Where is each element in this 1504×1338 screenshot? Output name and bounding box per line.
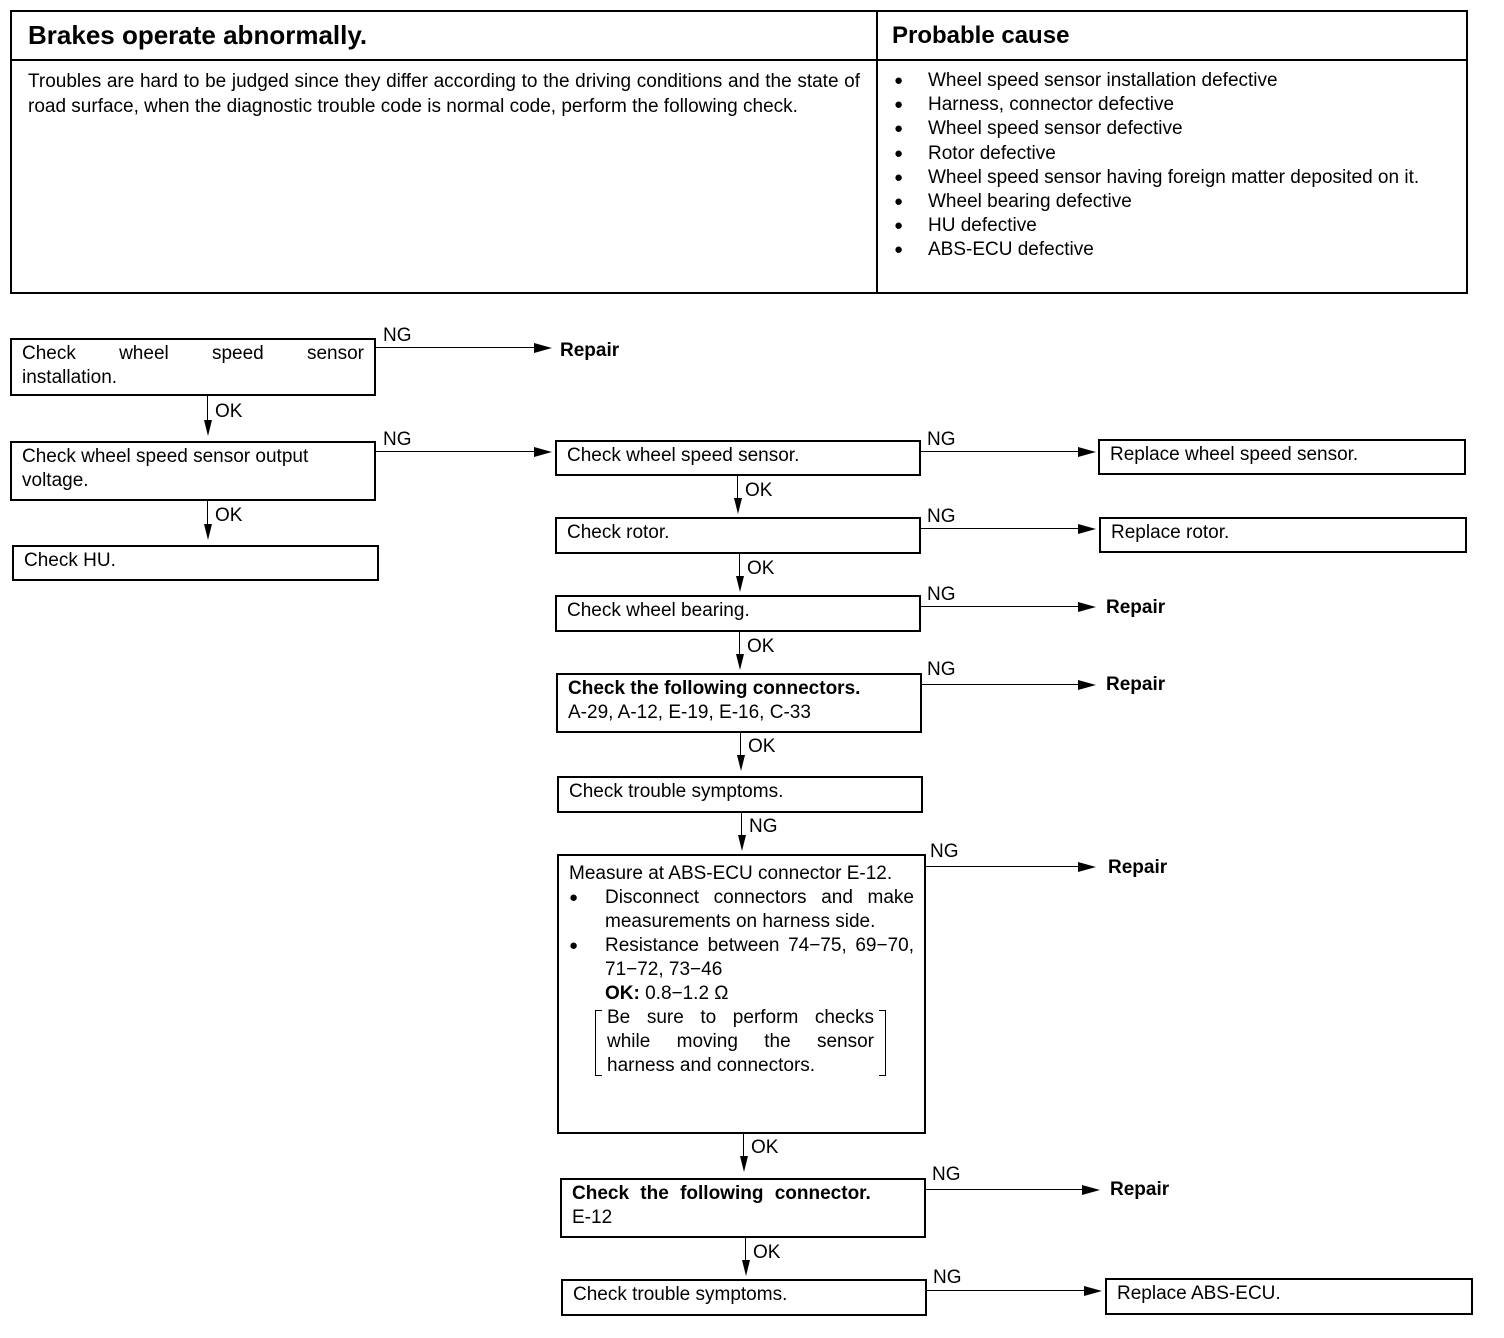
ng-connector-line (922, 684, 1082, 685)
repair-result: Repair (1110, 1179, 1170, 1200)
measure-step (569, 886, 914, 934)
ok-connector-line (739, 554, 740, 576)
measure-step-text: Resistance between 74−75, 69−70, 71−72, 73−46 (605, 935, 914, 980)
ok-connector-line (739, 632, 740, 654)
ok-label: OK (745, 480, 773, 501)
connector-list: A-29, A-12, E-19, E-16, C-33 (568, 702, 811, 723)
ng-connector-line (376, 347, 542, 348)
ok-label: OK (748, 736, 776, 757)
arrow-right-icon (1082, 1185, 1100, 1195)
ok-spec-value: 0.8−1.2 Ω (639, 983, 729, 1004)
ng-label: NG (930, 841, 959, 862)
step-output-voltage (10, 441, 376, 501)
arrow-right-icon (1078, 680, 1096, 690)
ok-label: OK (747, 558, 775, 579)
connector-list: E-12 (572, 1207, 613, 1228)
measure-note (595, 1006, 886, 1078)
cause-item: ● Wheel speed sensor installation defective (892, 69, 1452, 93)
ng-connector-line (376, 451, 536, 452)
step-check-sensor (555, 440, 921, 476)
arrow-down-icon (736, 654, 744, 670)
table-divider (876, 12, 878, 292)
symptom-title: Brakes operate abnormally. (28, 20, 368, 50)
cause-item: ● HU defective (892, 214, 1452, 238)
result-text: Replace wheel speed sensor. (1110, 444, 1359, 465)
result-replace-sensor (1098, 439, 1466, 475)
step-check-hu (12, 545, 379, 581)
ng-connector-line (921, 606, 1081, 607)
step-check-rotor (555, 517, 921, 554)
measure-step-text: Disconnect connectors and make measurements on harness side. (605, 887, 914, 932)
ng-label: NG (749, 816, 778, 837)
ok-label: OK (215, 401, 243, 422)
cause-item: ● Wheel speed sensor defective (892, 117, 1452, 141)
ng-label: NG (932, 1164, 961, 1185)
ng-label: NG (933, 1267, 962, 1288)
step-check-bearing (555, 595, 921, 632)
step-title: Check the following connectors. (568, 678, 861, 699)
symptom-description: Troubles are hard to be judged since they differ according to the driving conditions and the state of road surface, when the diagnostic trouble code is normal code, perform the following check. (28, 71, 860, 117)
probable-cause-title: Probable cause (892, 22, 1070, 49)
arrow-right-icon (1078, 447, 1096, 457)
note-text: Be sure to perform checks while moving the sensor harness and connectors. (607, 1007, 874, 1076)
ng-label: NG (927, 659, 956, 680)
result-replace-rotor (1099, 517, 1467, 553)
arrow-down-icon (738, 835, 746, 851)
step-trouble-symptoms (557, 776, 923, 813)
arrow-right-icon (534, 447, 552, 457)
arrow-down-icon (204, 524, 212, 540)
ok-label: OK (751, 1137, 779, 1158)
ok-label: OK (753, 1242, 781, 1263)
arrow-down-icon (737, 755, 745, 771)
cause-item: ● Wheel bearing defective (892, 190, 1452, 214)
ng-label: NG (927, 506, 956, 527)
ng-connector-line (926, 1189, 1086, 1190)
step-text: Check trouble symptoms. (573, 1284, 788, 1305)
probable-cause-list (892, 69, 1452, 263)
arrow-right-icon (1084, 1286, 1102, 1296)
repair-result: Repair (1108, 857, 1168, 878)
result-replace-ecu (1105, 1278, 1473, 1315)
step-text: Check trouble symptoms. (569, 781, 784, 802)
ok-connector-line (745, 1238, 746, 1260)
result-text: Replace ABS-ECU. (1117, 1283, 1281, 1304)
result-text: Replace rotor. (1111, 522, 1230, 543)
arrow-down-icon (742, 1260, 750, 1276)
arrow-right-icon (1078, 862, 1096, 872)
arrow-down-icon (734, 498, 742, 514)
symptom-table (10, 10, 1468, 294)
step-text: Check HU. (24, 550, 116, 571)
ok-label: OK (215, 505, 243, 526)
arrow-down-icon (204, 420, 212, 436)
ng-label: NG (383, 325, 412, 346)
arrow-right-icon (534, 343, 552, 353)
ng-label: NG (927, 429, 956, 450)
step-check-connectors (556, 673, 922, 733)
cause-item: ● ABS-ECU defective (892, 238, 1452, 262)
step-sensor-installation (10, 338, 376, 396)
arrow-down-icon (736, 576, 744, 592)
cause-item: ● Rotor defective (892, 142, 1452, 166)
cause-item: ● Wheel speed sensor having foreign matter deposited on it. (892, 166, 1452, 190)
measure-step (569, 934, 914, 1006)
ng-label: NG (383, 429, 412, 450)
ok-connector-line (207, 396, 208, 422)
ng-connector-line (926, 866, 1082, 867)
arrow-down-icon (740, 1156, 748, 1172)
step-text: Check wheel speed sensor output voltage. (22, 446, 309, 491)
cause-item: ● Harness, connector defective (892, 93, 1452, 117)
ok-connector-line (737, 476, 738, 498)
table-header-divider (12, 59, 1466, 61)
ng-label: NG (927, 584, 956, 605)
step-check-connector-e12 (560, 1178, 926, 1238)
ng-connector-line (741, 813, 742, 835)
step-text: Check rotor. (567, 522, 670, 543)
arrow-right-icon (1078, 602, 1096, 612)
step-text: Check wheel speed sensor installation. (22, 343, 364, 388)
step-text: Check wheel bearing. (567, 600, 750, 621)
step-measure-ecu (557, 854, 926, 1134)
ok-spec-label: OK: (605, 983, 640, 1004)
ok-connector-line (743, 1134, 744, 1156)
repair-result: Repair (1106, 597, 1166, 618)
arrow-right-icon (1078, 524, 1096, 534)
measure-steps (569, 886, 914, 1006)
ng-connector-line (921, 528, 1081, 529)
ok-connector-line (207, 501, 208, 525)
ok-connector-line (740, 733, 741, 755)
measure-title: Measure at ABS-ECU connector E-12. (569, 863, 893, 884)
step-title: Check the following connector. (572, 1183, 871, 1204)
ng-connector-line (927, 1290, 1087, 1291)
step-text: Check wheel speed sensor. (567, 445, 800, 466)
ok-label: OK (747, 636, 775, 657)
repair-result: Repair (1106, 674, 1166, 695)
repair-result: Repair (560, 340, 620, 361)
step-trouble-symptoms-final (561, 1279, 927, 1316)
ng-connector-line (921, 451, 1081, 452)
